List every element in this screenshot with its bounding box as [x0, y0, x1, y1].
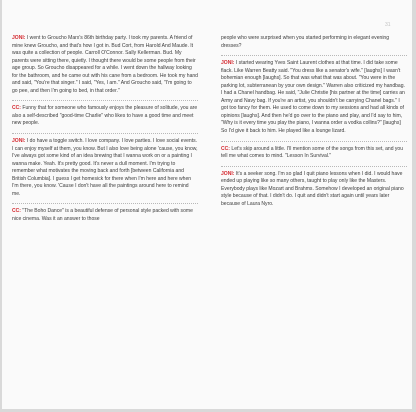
paragraph — [12, 35, 198, 100]
right-column — [221, 35, 407, 213]
page — [2, 0, 412, 409]
speaker-label: CC: — [12, 208, 21, 215]
left-column — [12, 35, 198, 228]
paragraph-text: Let's skip around a little. I'll mention some of the songs from this set, and you tell me what comes to mind. "Lesson In Survival." — [221, 145, 404, 160]
paragraph-text: I started wearing Yves Saint Laurent clothes at that time. I did take some flack. Like Warren Beatty said. "You dress like a senator's wife." [laughs] I wasn't bohemian enough [laughs]. So that was what that was about. "You were in the parking lot, subterranean by your own design." Warren also criticized my handbag. I had a Chanel handbag. He said, "Julie Christie [his partner at the time] carries an Army and Navy bag. If you're an artist, you shouldn't be carrying Chanel bags." I got too fancy for them. He used to come down to my sessions and had all kinds of opinions [laughs]. And then he'd go over to the piano and play, and I'd say to him, "Why is it every time you play the piano, I wanna order a vodka collins?" [laughs] So I'd give it back to him. He played like a lounge lizard. — [221, 60, 405, 135]
speaker-label: JONI: — [12, 138, 26, 145]
paragraph-text: Funny that for someone who famously enjoys the pleasure of solitude, you are also a self-described "good-time Charlie" who likes to have a good time and meet new people. — [12, 105, 198, 127]
paragraph — [221, 35, 407, 55]
paragraph — [12, 100, 198, 133]
speaker-label: JONI: — [221, 170, 235, 177]
paragraph-text: "The Boho Dance" is a beautiful defense of personal style packed with some nice cinema. Was it an answer to those — [12, 208, 193, 222]
speaker-label: JONI: — [12, 35, 26, 41]
paragraph-text: I do have a toggle switch. I love company. I love parties. I love social events. I can enjoy myself at them, you know. But I also love being alone 'cause, you know, I've always got some kind of an idea brewing that I wanna work on or a painting I wanna make. Yeah. It's pretty good. It's never a dull moment. I'm trying to remember what motivates the moving back and forth [between California and British Columbia]. I guess I get homesick for there when I'm here and here when I'm there, you know. 'Cause I don't have all the paintings around here to remind me. — [12, 138, 198, 197]
paragraph — [12, 133, 198, 203]
paragraph-text: It's a seeker song. I'm so glad I quit piano lessons when I did. I would have ended up playing like so many others, taught to play only like the Masters. Everybody plays like Mozart and Brahms. Somehow I developed an original piano style because of that. I didn't do. I quit and didn't start again until years later because of Laura Nyro. — [221, 170, 404, 207]
paragraph — [221, 55, 407, 140]
paragraph-text: I went to Groucho Marx's 86th birthday party. I took my parents. A friend of mine knew Groucho, and that's how I got in. Bud Cort, from Harold And Maude. It was quite a collection of people. Carroll O'Connor. Sally Kellerman. Bud. My parents were sitting there, quietly. I thought there would be some people from their age group. So Groucho disappeared for a while. I went down the hallway looking for the bathroom, and he came out with his cane from a bedroom. He took my hand and said, "You're that singer." I said, "Yes, I am." And Groucho said, "I'm going to go pee, and then I'm going to bed, in that order." — [12, 35, 198, 94]
paragraph — [221, 166, 407, 214]
speaker-label: CC: — [12, 105, 21, 112]
page-number: 31 — [385, 22, 391, 28]
paragraph — [12, 203, 198, 228]
paragraph — [221, 141, 407, 166]
speaker-label: JONI: — [221, 60, 235, 67]
speaker-label: CC: — [221, 145, 230, 152]
paragraph-text: people who were surprised when you started performing in elegant evening dresses? — [221, 35, 390, 49]
